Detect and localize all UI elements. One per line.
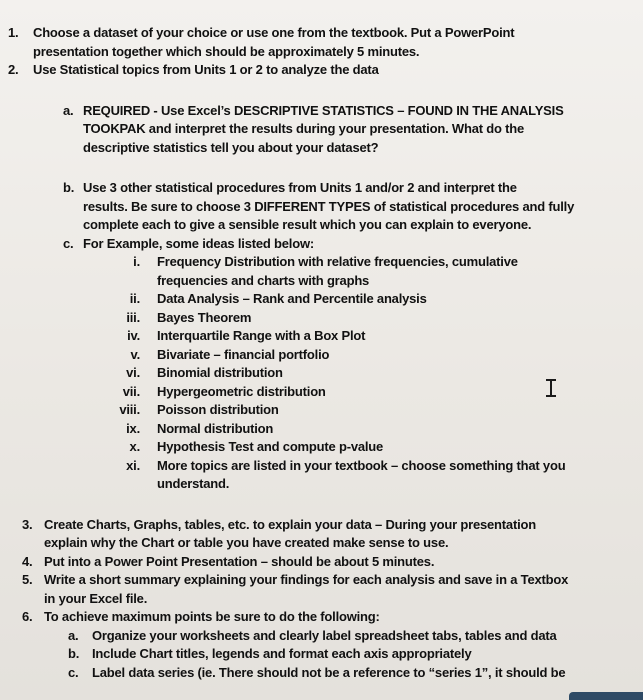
idea-number: vi. bbox=[126, 365, 140, 380]
sub-item-letter: c. bbox=[68, 664, 79, 680]
sub-item-text: Label data series (ie. There should not be a reference to “series 1”, it should be bbox=[92, 664, 566, 680]
item6-sub-a bbox=[0, 627, 643, 646]
idea-item bbox=[0, 290, 643, 309]
list-item-4 bbox=[14, 553, 643, 572]
sub-item-text: results. Be sure to choose 3 DIFFERENT TYPES of statistical procedures and fully bbox=[83, 198, 575, 214]
sub-item-b bbox=[0, 179, 643, 235]
sub-item-text: Include Chart titles, legends and format each axis appropriately bbox=[92, 646, 472, 661]
idea-item bbox=[0, 401, 643, 420]
idea-text: frequencies and charts with graphs bbox=[157, 272, 370, 288]
sub-item-text: Use 3 other statistical procedures from Units 1 and/or 2 and interpret the bbox=[83, 180, 517, 195]
idea-number: iii. bbox=[126, 309, 140, 325]
idea-item bbox=[0, 253, 643, 290]
item-text: Create Charts, Graphs, tables, etc. to explain your data – During your presentation bbox=[44, 516, 536, 532]
text-cursor-icon bbox=[545, 379, 557, 397]
sub-item-text: complete each to give a sensible result which you can explain to everyone. bbox=[83, 217, 532, 232]
sub-item-letter: c. bbox=[63, 235, 74, 251]
idea-number: iv. bbox=[127, 328, 140, 343]
sub-item-text: Organize your worksheets and clearly label spreadsheet tabs, tables and data bbox=[92, 627, 557, 643]
idea-item bbox=[0, 309, 643, 328]
sub-item-letter: b. bbox=[68, 646, 80, 661]
idea-text: Bivariate – financial portfolio bbox=[157, 346, 330, 362]
focus-tab-icon[interactable] bbox=[569, 692, 643, 700]
idea-text: Hypothesis Test and compute p-value bbox=[157, 439, 384, 454]
sub-item-letter: a. bbox=[63, 102, 74, 118]
sub-item-text: TOOKPAK and interpret the results during your presentation. What do the bbox=[83, 121, 525, 136]
sub-item-a bbox=[0, 102, 643, 158]
item-number: 1. bbox=[8, 25, 19, 40]
item-number: 2. bbox=[8, 62, 19, 77]
list-item-5 bbox=[14, 571, 643, 608]
item-number: 5. bbox=[22, 572, 33, 587]
idea-item bbox=[0, 438, 643, 457]
sub-item-c bbox=[0, 235, 643, 254]
item-number: 3. bbox=[22, 516, 33, 532]
item-text: explain why the Chart or table you have created make sense to use. bbox=[44, 535, 449, 550]
item-text: in your Excel file. bbox=[44, 590, 148, 606]
idea-number: vii. bbox=[122, 383, 140, 399]
item-text: To achieve maximum points be sure to do the following: bbox=[44, 609, 380, 624]
idea-number: viii. bbox=[119, 402, 140, 417]
idea-text: Poisson distribution bbox=[157, 402, 279, 417]
idea-text: Bayes Theorem bbox=[157, 309, 252, 325]
idea-text: Normal distribution bbox=[157, 420, 274, 436]
item6-sub-c bbox=[0, 664, 643, 683]
sub-item-text: REQUIRED - Use Excel’s DESCRIPTIVE STATISTICS – FOUND IN THE ANALYSIS bbox=[83, 102, 564, 118]
list-item-1 bbox=[0, 24, 643, 61]
item6-sub-b bbox=[0, 645, 643, 664]
item-text: Write a short summary explaining your findings for each analysis and save in a Textbox bbox=[44, 572, 569, 587]
item-text: Choose a dataset of your choice or use one from the textbook. Put a PowerPoint bbox=[33, 25, 515, 40]
list-item-3 bbox=[14, 516, 643, 553]
idea-text: Binomial distribution bbox=[157, 365, 283, 380]
idea-item bbox=[0, 327, 643, 346]
list-item-2 bbox=[0, 61, 643, 80]
item-number: 6. bbox=[22, 609, 33, 624]
idea-number: ii. bbox=[129, 291, 140, 306]
idea-number: x. bbox=[129, 439, 140, 454]
sub-item-letter: a. bbox=[68, 627, 79, 643]
item-text: Put into a Power Point Presentation – should be about 5 minutes. bbox=[44, 553, 435, 569]
sub-item-text: descriptive statistics tell you about your dataset? bbox=[83, 139, 379, 155]
list-item-6 bbox=[14, 608, 643, 627]
idea-item bbox=[0, 420, 643, 439]
idea-number: v. bbox=[130, 346, 140, 362]
idea-item bbox=[0, 346, 643, 365]
idea-text: Data Analysis – Rank and Percentile analysis bbox=[157, 291, 427, 306]
idea-item bbox=[0, 457, 643, 494]
idea-number: ix. bbox=[126, 420, 140, 436]
idea-text: Frequency Distribution with relative frequencies, cumulative bbox=[157, 254, 518, 269]
idea-text: More topics are listed in your textbook – choose something that you bbox=[157, 457, 566, 473]
idea-text: understand. bbox=[157, 476, 230, 491]
sub-item-letter: b. bbox=[63, 180, 75, 195]
idea-number: xi. bbox=[126, 457, 140, 473]
sub-item-text: For Example, some ideas listed below: bbox=[83, 235, 315, 251]
item-number: 4. bbox=[22, 553, 33, 569]
assignment-instructions bbox=[0, 24, 643, 682]
item-text: Use Statistical topics from Units 1 or 2 to analyze the data bbox=[33, 62, 379, 77]
idea-number: i. bbox=[133, 254, 140, 269]
idea-text: Interquartile Range with a Box Plot bbox=[157, 328, 366, 343]
item-text: presentation together which should be approximately 5 minutes. bbox=[33, 43, 420, 59]
idea-text: Hypergeometric distribution bbox=[157, 383, 326, 399]
